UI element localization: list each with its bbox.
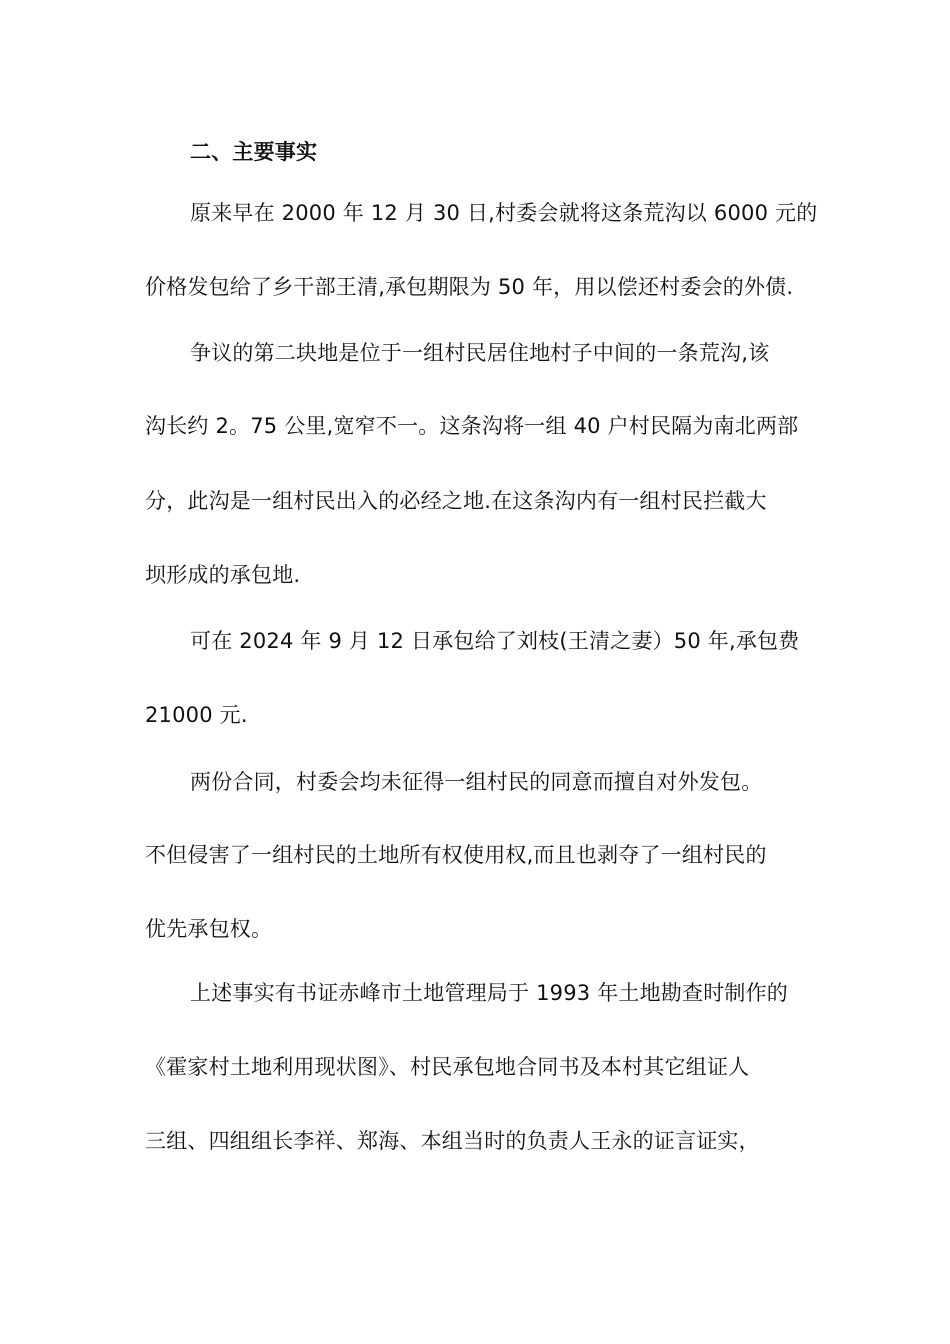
paragraph-line: 争议的第二块地是位于一组村民居住地村子中间的一条荒沟,该 — [190, 341, 770, 365]
paragraph-line: 不但侵害了一组村民的土地所有权使用权,而且也剥夺了一组村民的 — [145, 843, 767, 867]
paragraph-line: 《霍家村土地利用现状图》、村民承包地合同书及本村其它组证人 — [145, 1055, 750, 1079]
paragraph-line: 价格发包给了乡干部王清,承包期限为 50 年，用以偿还村委会的外债. — [145, 275, 794, 299]
section-heading: 二、主要事实 — [190, 140, 318, 164]
paragraph-line: 三组、四组组长李祥、郑海、本组当时的负责人王永的证言证实， — [145, 1129, 760, 1153]
paragraph-line: 原来早在 2000 年 12 月 30 日,村委会就将这条荒沟以 6000 元的 — [190, 201, 818, 225]
paragraph-line: 分，此沟是一组村民出入的必经之地.在这条沟内有一组村民拦截大 — [145, 489, 767, 513]
paragraph-line: 两份合同，村委会均未征得一组村民的同意而擅自对外发包。 — [190, 770, 763, 794]
paragraph-line: 坝形成的承包地. — [145, 563, 301, 587]
paragraph-line: 21000 元. — [145, 703, 248, 727]
paragraph-line: 沟长约 2。75 公里,宽窄不一。这条沟将一组 40 户村民隔为南北两部 — [145, 414, 799, 438]
paragraph-line: 可在 2024 年 9 月 12 日承包给了刘枝(王清之妻）50 年,承包费 — [190, 629, 800, 653]
paragraph-line: 优先承包权。 — [145, 917, 273, 941]
paragraph-line: 上述事实有书证赤峰市土地管理局于 1993 年土地勘查时制作的 — [190, 981, 788, 1005]
